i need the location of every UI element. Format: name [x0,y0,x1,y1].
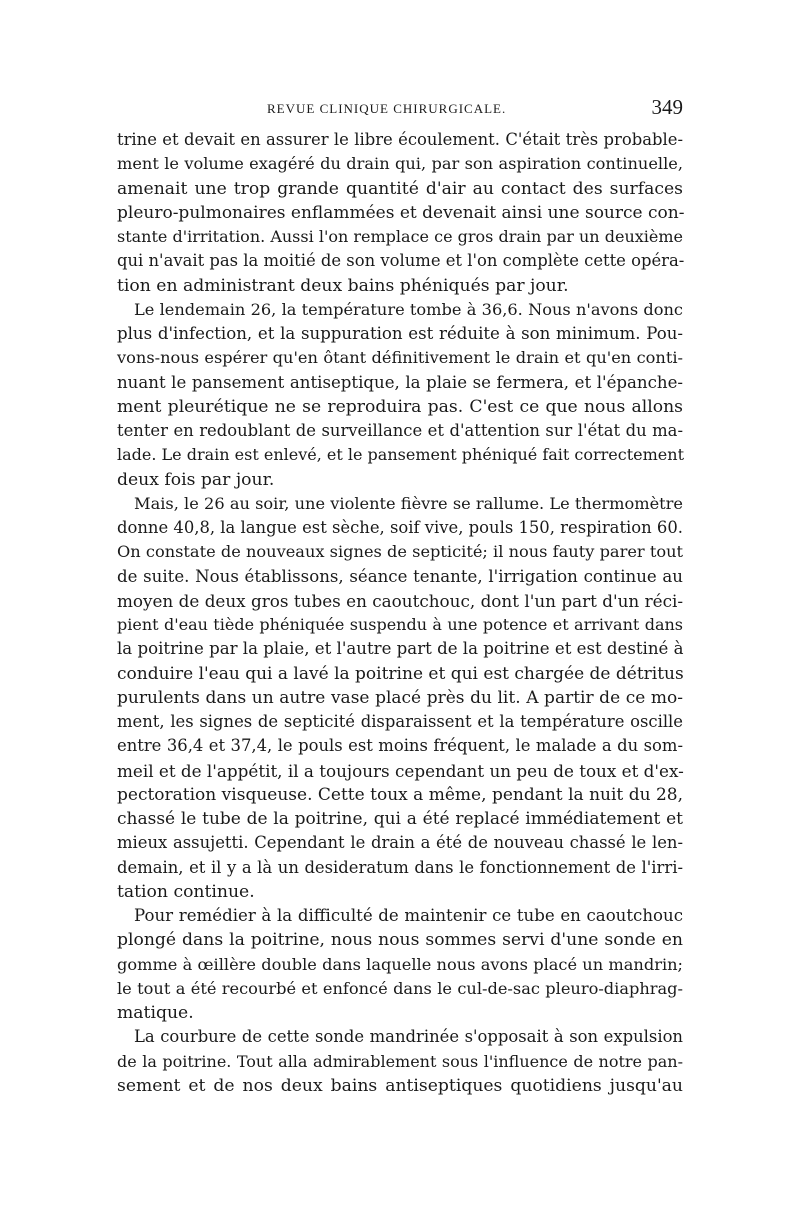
text-line: donne 40,8, la langue est sèche, soif vive, pouls 150, respiration 60. [117,518,683,537]
text-line: ment pleurétique ne se reproduira pas. C'est ce que nous allons [117,396,683,417]
text-line: tenter en redoublant de surveillance et d'attention sur l'état du ma- [117,421,683,440]
text-line: conduire l'eau qui a lavé la poitrine et qui est chargée de détritus [117,663,684,684]
text-line: amenait une trop grande quantité d'air au contact des surfaces [117,178,683,199]
text-line: pleuro-pulmonaires enflammées et devenait ainsi une source con- [117,202,685,223]
text-line: de la poitrine. Tout alla admirablement sous l'influence de notre pan- [117,1051,683,1071]
text-line: nuant le pansement antiseptique, la plaie se fermera, et l'épanche- [117,372,683,392]
text-line: Pour remédier à la difficulté de maintenir ce tube en caoutchouc [134,906,683,925]
text-line: trine et devait en assurer le libre écoulement. C'était très probable- [117,130,683,149]
text-line: ment le volume exagéré du drain qui, par son aspiration continuelle, [117,154,683,174]
text-line: Mais, le 26 au soir, une violente fièvre se rallume. Le thermomètre [134,493,683,513]
text-line: deux fois par jour. [117,469,275,490]
text-line: demain, et il y a là un desideratum dans le fonctionnement de l'irri- [117,857,683,877]
text-line: qui n'avait pas la moitié de son volume et l'on complète cette opéra- [117,251,685,271]
text-line: moyen de deux gros tubes en caoutchouc, dont l'un part d'un réci- [117,590,683,611]
text-line: stante d'irritation. Aussi l'on remplace ce gros drain par un deuxième [117,227,683,246]
page-number: 349 [651,95,683,119]
text-line: lade. Le drain est enlevé, et le pansement phéniqué fait correctement [117,445,684,465]
text-line: La courbure de cette sonde mandrinée s'opposait à son expulsion [134,1027,683,1047]
text-line: chassé le tube de la poitrine, qui a été replacé immédiatement et [117,809,683,829]
text-line: de suite. Nous établissons, séance tenante, l'irrigation continue au [117,566,683,586]
text-line: matique. [117,1003,194,1023]
running-head [117,95,683,123]
text-line: On constate de nouveaux signes de septicité; il nous fauty parer tout [117,542,683,562]
text-line: sement et de nos deux bains antiseptiques quotidiens jusqu'au [117,1075,683,1096]
text-line: purulents dans un autre vase placé près du lit. A partir de ce mo- [117,687,683,708]
text-line: tation continue. [117,881,255,902]
text-line: entre 36,4 et 37,4, le pouls est moins fréquent, le malade a du som- [117,736,683,756]
text-line: meil et de l'appétit, il a toujours cependant un peu de toux et d'ex- [117,760,684,781]
text-line: tion en administrant deux bains phéniqués par jour. [117,275,569,296]
text-line: plus d'infection, et la suppuration est réduite à son minimum. Pou- [117,324,683,343]
text-line: Le lendemain 26, la température tombe à 36,6. Nous n'avons donc [134,299,683,319]
text-line: mieux assujetti. Cependant le drain a été de nouveau chassé le len- [117,833,683,853]
text-line: ment, les signes de septicité disparaissent et la température oscille [117,712,683,731]
text-line: le tout a été recourbé et enfoncé dans le cul-de-sac pleuro-diaphrag- [117,978,683,998]
text-line: la poitrine par la plaie, et l'autre part de la poitrine et est destiné à [117,639,684,659]
text-line: vons-nous espérer qu'en ôtant définitivement le drain et qu'en conti- [117,348,683,368]
body-text [117,128,683,1098]
text-line: gomme à œillère double dans laquelle nous avons placé un mandrin; [117,954,683,974]
text-line: pient d'eau tiède phéniquée suspendu à une potence et arrivant dans [117,615,683,634]
running-head-title: REVUE CLINIQUE CHIRURGICALE. [267,101,507,116]
text-line: pectoration visqueuse. Cette toux a même, pendant la nuit du 28, [117,784,683,805]
text-line: plongé dans la poitrine, nous nous sommes servi d'une sonde en [117,930,683,951]
